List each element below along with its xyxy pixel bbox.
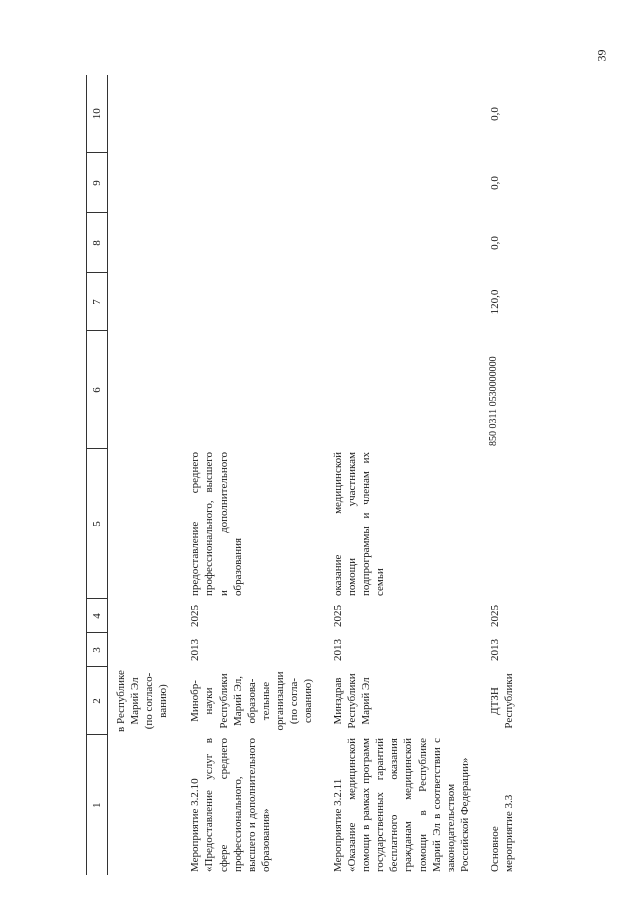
start-year-cell: 2013 xyxy=(488,639,501,661)
end-year-cell: 2025 xyxy=(488,605,501,627)
value-cell xyxy=(327,213,484,273)
header-row xyxy=(87,75,108,875)
value-cell: 120,0 xyxy=(488,289,501,315)
budget-code-cell xyxy=(184,331,327,449)
value-cell xyxy=(327,153,484,213)
start-year-cell: 2013 xyxy=(189,639,202,661)
result-cell xyxy=(484,449,528,599)
continuation-row xyxy=(108,75,185,875)
program-table xyxy=(86,75,528,875)
value-cell: 0,0 xyxy=(488,176,501,190)
value-cell: 0,0 xyxy=(488,107,501,121)
value-cell: 0,0 xyxy=(488,236,501,250)
header-cell: 6 xyxy=(87,331,108,449)
end-year-cell: 2025 xyxy=(189,605,202,627)
start-year-cell: 2013 xyxy=(332,639,345,661)
header-cell: 10 xyxy=(87,75,108,153)
responsible-cell: в Республике Марий Эл (по согласо- ванию) xyxy=(115,670,170,732)
responsible-cell: Минобр- науки Республики Марий Эл, образова- тельные организации (по согла- сованию) xyxy=(189,671,315,731)
responsible-cell: ДТЗН Республики xyxy=(488,673,515,729)
header-cell: 8 xyxy=(87,213,108,273)
header-cell: 9 xyxy=(87,153,108,213)
table-cell xyxy=(108,735,185,875)
measure-cell: Основное мероприятие 3.3 xyxy=(488,794,515,872)
table-row xyxy=(327,75,484,875)
header-cell: 3 xyxy=(87,633,108,667)
header-cell: 2 xyxy=(87,667,108,735)
header-cell: 5 xyxy=(87,449,108,599)
result-cell: предоставление среднего профессионального, высшего и дополнительного образования xyxy=(189,452,244,596)
budget-code-cell: 850 0311 0530000000 xyxy=(487,356,499,446)
end-year-cell: 2025 xyxy=(332,605,345,627)
value-cell xyxy=(184,213,327,273)
measure-cell: Мероприятие 3.2.11 «Оказание медицинской помощи в рамках программ государственных гарантий бесплатного оказания гражданам медицинской помощи в Республике Марий Эл в соответствии с законодательством Российской Федерации» xyxy=(332,738,471,872)
table-row xyxy=(184,75,327,875)
responsible-cell: Минздрав Республики Марий Эл xyxy=(332,673,373,729)
value-cell xyxy=(184,273,327,331)
header-cell: 4 xyxy=(87,599,108,633)
header-cell: 7 xyxy=(87,273,108,331)
value-cell xyxy=(184,75,327,153)
measure-cell: Мероприятие 3.2.10 «Предоставление услуг в сфере среднего профессионального, высшего и дополнительного образования» xyxy=(189,738,272,872)
result-cell: оказание медицинской помощи участникам подпрограммы и членам их семьи xyxy=(332,452,387,596)
budget-code-cell xyxy=(327,331,484,449)
value-cell xyxy=(327,75,484,153)
table-row xyxy=(484,75,528,875)
page-number: 39 xyxy=(594,49,609,62)
value-cell xyxy=(184,153,327,213)
header-cell: 1 xyxy=(87,735,108,875)
value-cell xyxy=(327,273,484,331)
rotated-table-container xyxy=(86,75,536,875)
